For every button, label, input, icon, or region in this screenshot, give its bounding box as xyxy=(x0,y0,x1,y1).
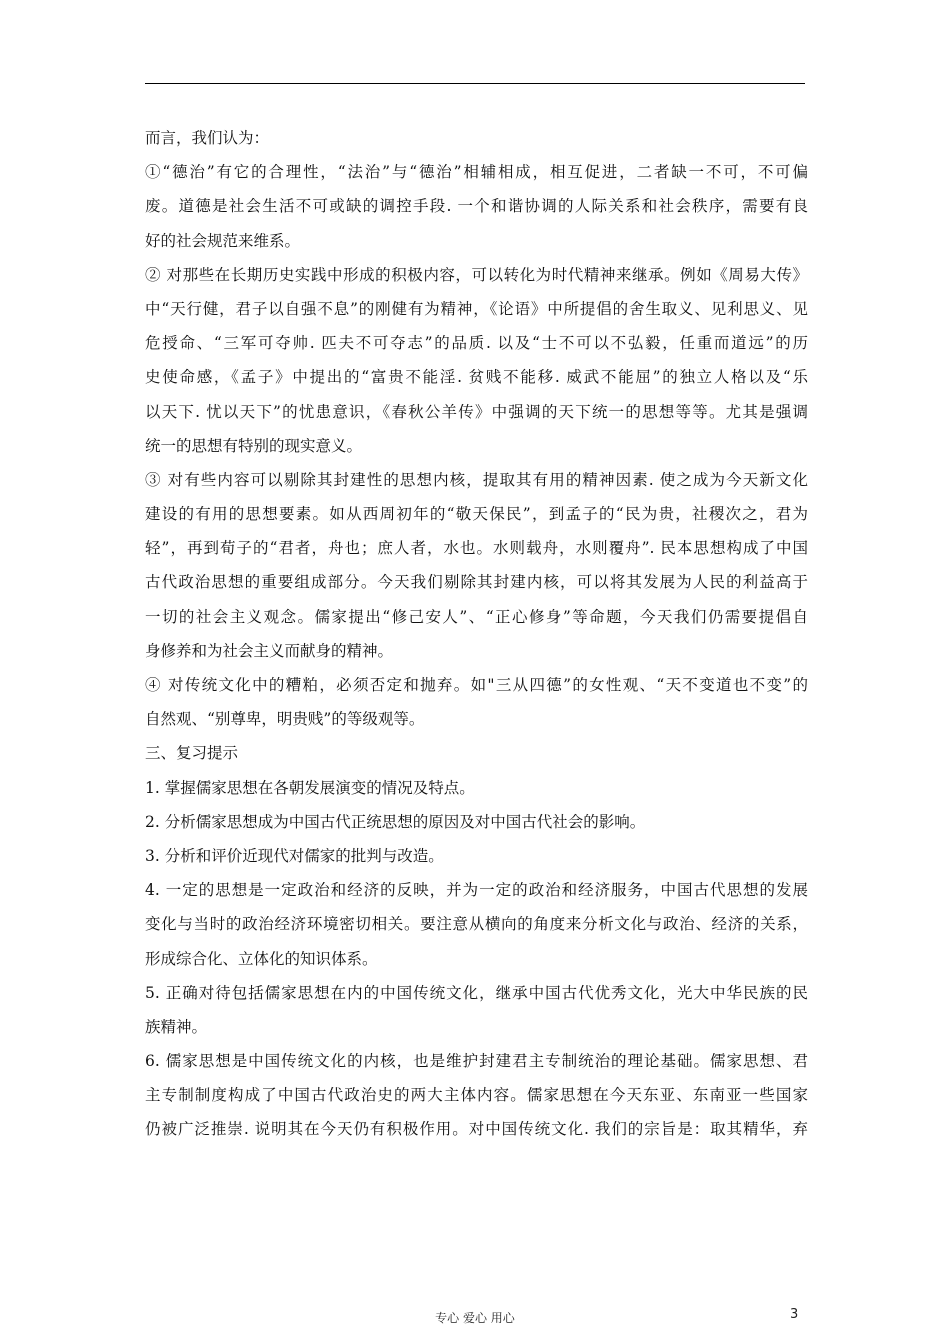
text-line: 4. 一定的思想是一定政治和经济的反映，并为一定的政治和经济服务，中国古代思想的发展 xyxy=(145,881,808,900)
page-number: 3 xyxy=(790,1307,799,1322)
text-line: 5. 正确对待包括儒家思想在内的中国传统文化，继承中国古代优秀文化，光大中华民族的民 xyxy=(145,983,808,1002)
footer-motto: 专心 爱心 用心 xyxy=(435,1311,515,1325)
text-line: 建设的有用的思想要素。如从西周初年的“敬天保民”，到孟子的“民为贵，社稷次之，君为 xyxy=(145,505,808,524)
text-line: 2. 分析儒家思想成为中国古代正统思想的原因及对中国古代社会的影响。 xyxy=(145,812,646,831)
text-line: 古代政治思想的重要组成部分。今天我们剔除其封建内核，可以将其发展为人民的利益高于 xyxy=(145,573,808,592)
text-line: 主专制制度构成了中国古代政治史的两大主体内容。儒家思想在今天东亚、东南亚一些国家 xyxy=(145,1086,808,1105)
text-line: 形成综合化、立体化的知识体系。 xyxy=(145,949,378,968)
header-rule xyxy=(145,83,805,84)
text-line: ④ 对传统文化中的糟粕，必须否定和抛弃。如"三从四德”的女性观、“天不变道也不变”的 xyxy=(145,676,808,694)
text-line: 好的社会规范来维系。 xyxy=(145,231,301,250)
text-line: 变化与当时的政治经济环境密切相关。要注意从横向的角度来分析文化与政治、经济的关系， xyxy=(145,915,808,934)
text-line: ② 对那些在长期历史实践中形成的积极内容，可以转化为时代精神来继承。例如《周易大传》 xyxy=(145,265,808,284)
text-line: 一切的社会主义观念。儒家提出“修己安人”、“正心修身”等命题，今天我们仍需要提倡自 xyxy=(145,607,808,626)
text-line: 统一的思想有特别的现实意义。 xyxy=(145,436,363,455)
text-line: 1. 掌握儒家思想在各朝发展演变的情况及特点。 xyxy=(145,778,475,797)
text-line: ①“德治”有它的合理性，“法治”与“德治”相辅相成，相互促进，二者缺一不可，不可偏 xyxy=(145,163,808,182)
text-line: 三、复习提示 xyxy=(145,744,239,763)
text-line: 身修养和为社会主义而献身的精神。 xyxy=(145,641,394,660)
text-line: 族精神。 xyxy=(145,1017,208,1036)
text-line: 6. 儒家思想是中国传统文化的内核，也是维护封建君主专制统治的理论基础。儒家思想、君 xyxy=(145,1052,808,1071)
text-line: 轻”，再到荀子的“君者，舟也；庶人者，水也。水则载舟，水则覆舟”. 民本思想构成了中国 xyxy=(145,539,808,558)
text-line: 废。道德是社会生活不可或缺的调控手段. 一个和谐协调的人际关系和社会秩序，需要有良 xyxy=(145,197,808,216)
text-line: 以天下. 忧以天下”的忧患意识，《春秋公羊传》中强调的天下统一的思想等等。尤其是强调 xyxy=(145,402,808,421)
text-line: 中“天行健，君子以自强不息”的刚健有为精神，《论语》中所提倡的舍生取义、见利思义、见 xyxy=(145,299,808,318)
document-body xyxy=(145,121,808,1147)
text-line: 3. 分析和评价近现代对儒家的批判与改造。 xyxy=(145,846,444,865)
text-line: 自然观、“别尊卑，明贵贱”的等级观等。 xyxy=(145,710,425,729)
text-line: 仍被广泛推崇. 说明其在今天仍有积极作用。对中国传统文化. 我们的宗旨是：取其精华，弃 xyxy=(145,1120,808,1139)
text-line: 危授命、“三军可夺帅. 匹夫不可夺志”的品质. 以及“士不可以不弘毅，任重而道远”的历 xyxy=(145,334,808,353)
text-line: ③ 对有些内容可以剔除其封建性的思想内核，提取其有用的精神因素. 使之成为今天新文化 xyxy=(145,470,808,489)
text-line: 史使命感，《孟子》中提出的“富贵不能淫. 贫贱不能移. 威武不能屈”的独立人格以及“乐 xyxy=(145,368,808,387)
text-line: 而言，我们认为： xyxy=(145,129,270,147)
